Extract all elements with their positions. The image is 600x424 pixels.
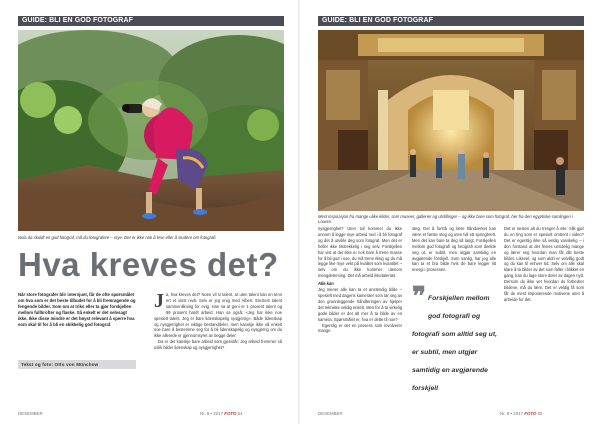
footer-month: DESEMBER <box>318 411 343 416</box>
body-text: nysgjerrighet? Uten tvil kommer du ikke unnom å legge mye arbeid ned i å bli fotograf og det å utvikle deg som fotograf. Men det er heller ikke tilstrekkelig i seg selv. Forskjellen har vist at det ikke er nok bare å trene masse for å bli god i noe, du må trene riktig og du må legge like mye vekt på kvalitet som kvantitet – selv om du ikke kommer utenom mengdetrening. Det må arbeid ikketalentet. <box>318 226 402 279</box>
quote-mark-icon: ❞ <box>412 282 426 311</box>
body-column-1 <box>318 226 402 334</box>
footer-issue: Nr. 8 • 2017 <box>200 411 224 416</box>
guide-label: GUIDE: BLI EN GOD FOTOGRAF <box>22 17 133 24</box>
body-column-3 <box>504 226 584 404</box>
photographer-photo <box>18 30 284 231</box>
footer-issue: Nr. 8 • 2017 <box>500 411 524 416</box>
byline: Tekst og foto: Otto von Münchow <box>18 360 136 369</box>
photo-caption: Mest inspirasjon fra mange ulike kilder, som museer, gallerier og utstillinger – og ikke bare som fotograf, her fra den egyptiske samlingen i Louvre. <box>318 214 573 224</box>
page-number: 54 <box>237 411 243 416</box>
pull-quote-text: Forskjellen mellom god fotografi og fotografi som alltid seg ut, er subtil, men utgjør samtidig en avgjørende forskjell <box>412 295 497 392</box>
body-text-3: Egentlig er det en prosess som involverer mange <box>318 322 402 334</box>
subheading: Alle kan <box>318 281 334 287</box>
louvre-hall-photo <box>318 30 584 211</box>
article-intro: Når store fotografer blir intervjuet, får de ofte spørsmålet om hva som er det beste tilbudet for å bli fremragende og fengende bilder. Som om at triks eller ta gjør forskjellen mellom fullbrofter og flaske. Så enkelt er det selvsagt ikke. Ikke disse mindre er det høyst relevant å sperre hva som skal til for å bli en skikkelig god fotograf. <box>18 292 136 328</box>
body-text: a, hva kreves det? Noen vil si talent, at uten talent kan en tenn ert et visst nivå. Selv er jeg enig med Albert. Einstein talent sammenlikning for evig. Han sa at geni er 1 prosent talent og 99 prosent hardt arbeid. Han sa også: «Jeg har ikke noe spesielt talent. Jeg er bare lidenskapelig nysgjerrig». Både lidenskap og nysgjerrighet er viktige bestanddeler, men kanskje ikke så enkelt noe bare å bestemme seg for å bli lidenskapelig og nysgjerrig om du ikke allerede er gjennomsyret av begge deler. <box>154 292 282 339</box>
guide-bar <box>18 16 284 26</box>
photo-caption: Nola da skuldt en god fotograf, må du fotografere – mye. Det er ikke nok å lese eller å studere om fotografi. <box>18 235 217 240</box>
body-column-1 <box>154 292 282 351</box>
footer-month: DESEMBER <box>18 411 43 416</box>
magazine-logo: FOTO <box>224 411 237 416</box>
page-number: 55 <box>537 411 543 416</box>
museum-image <box>318 30 584 211</box>
guide-bar <box>318 16 584 26</box>
drop-cap: J <box>154 290 164 312</box>
article-headline: Hva kreves det? <box>18 246 279 283</box>
photographer-image <box>18 30 284 231</box>
footer-info <box>200 411 243 416</box>
body-text: steg. Det å forstå og lære håndverket kan være et første steg og uten tvil ett springbrett. Men det kan bare ta deg så langt. Forskjellen mellom god fotografi og fotografi som direkte seg ut, er subtil, men utgjør samtidig en avgjørende forskjell. Som vanlig, har jeg alle kan ta et bra bilde hvis de bare legger litt energi i prosessen. <box>412 226 496 273</box>
magazine-logo: FOTO <box>524 411 537 416</box>
body-text: Det er nesten alt du trenger å vite: Slik gjør du en ting som er spesielt omtrent i video? Det er egentlig ikke så veldig vanskelig – i den forstand at det finnes uendelig mange og lærer seg hvordan man får ditt beste bildet. Likevel, og som aldri er velvillig godt og du kan til enhver tid. Selv om alle skal klare å ta bilder av det som faller i blikket en gang, kan du lage store deler av dagen nytt. Dersom du ikke vet hvordan du forbedrer bildene, må du lære. Det er veldig få som får de mest imponerende motivene uten å arbeide for det. <box>504 226 584 302</box>
body-text-2: Jeg mener alle kan ta et anstendig bilde – spesielt med dagens kameraer som tar seg av den grunnleggende håndteringen av hjelper det tekniske veldig enkelt. Men for å ta virkelig gode bilder er det alt mer å ta bilde av en kamera. Spørsmålet er, hva er dette til noe? <box>318 287 402 322</box>
right-page <box>300 0 600 424</box>
body-text-2: Da er det kanskje bare arbeid som gjenstår: Jeg arbeid fremmer så uslik bilder lidenskap og nysgjerrighet? <box>154 339 282 351</box>
body-column-2 <box>412 226 496 284</box>
guide-label: GUIDE: BLI EN GOD FOTOGRAF <box>322 17 433 24</box>
pull-quote <box>412 282 498 395</box>
footer-info <box>500 411 543 416</box>
